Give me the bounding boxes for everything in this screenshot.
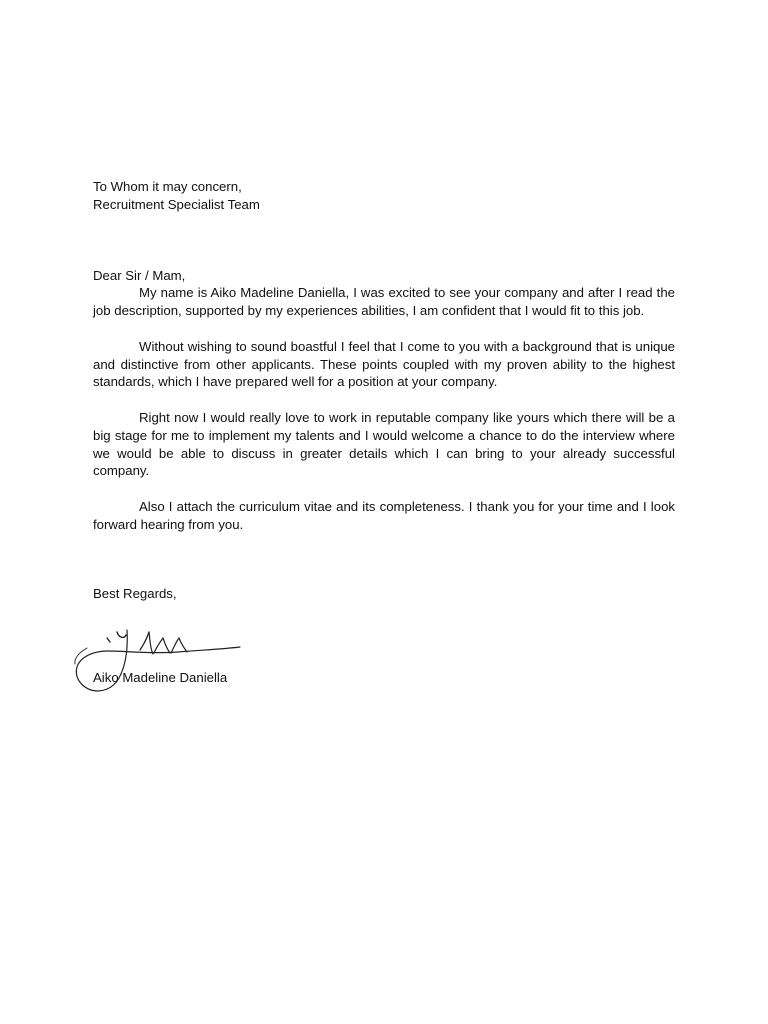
paragraph-introduction: My name is Aiko Madeline Daniella, I was excited to see your company and after I read the job description, supported by my experiences abilities, I am confident that I would fit to this job. [93,285,675,319]
closing-text: Best Regards, [93,585,177,601]
signer-name: Aiko Madeline Daniella [93,670,228,685]
recipient-line-1: To Whom it may concern, [93,179,242,194]
paragraph-motivation: Right now I would really love to work in reputable company like yours which there will be a big stage for me to implement my talents and I would welcome a chance to do the interview where we would be able to discuss in greater details which I can bring to your already successful company. [93,409,675,479]
paragraph-background: Without wishing to sound boastful I feel that I come to you with a background that is unique and distinctive from other applicants. These points coupled with my proven ability to the highest standards, which I have prepared well for a position at your company. [93,338,675,390]
recipient-block [93,178,675,214]
letter-body [93,178,675,602]
recipient-line-2: Recruitment Specialist Team [93,196,260,212]
salutation: Dear Sir / Mam, [93,267,186,283]
paragraph-closing-note: Also I attach the curriculum vitae and its completeness. I thank you for your time and I look forward hearing from you. [93,498,675,532]
